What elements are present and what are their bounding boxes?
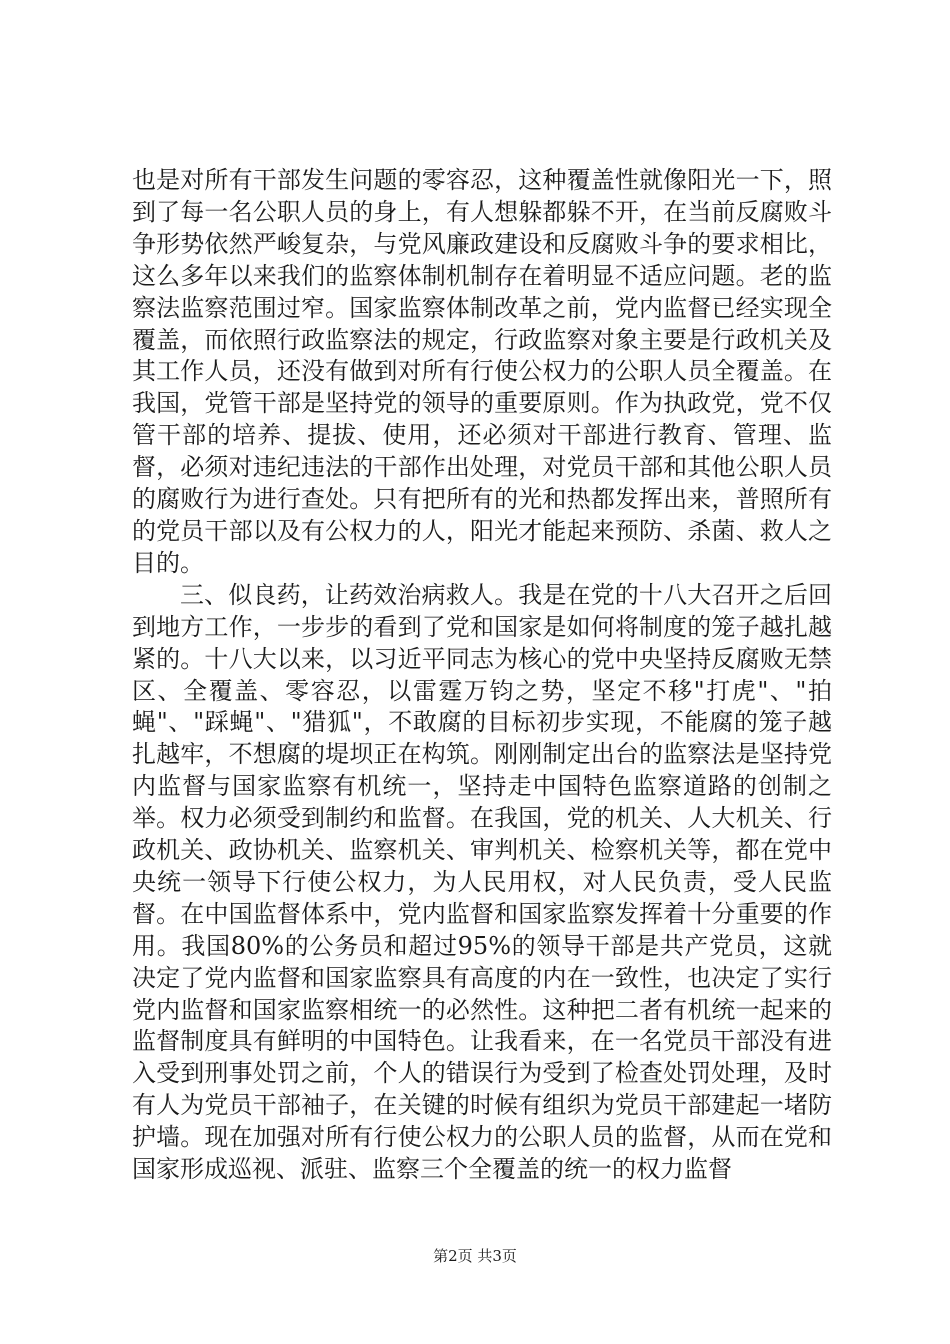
paragraph-continuation: 也是对所有干部发生问题的零容忍，这种覆盖性就像阳光一下，照到了每一名公职人员的身上，有人想躲都躲不开，在当前反腐败斗争形势依然严峻复杂，与党风廉政建设和反腐败斗争的要求相比，这么多年以来我们的监察体制机制存在着明显不适应问题。老的监察法监察范围过窄。国家监察体制改革之前，党内监督已经实现全覆盖，而依照行政监察法的规定，行政监察对象主要是行政机关及其工作人员，还没有做到对所有行使公权力的公职人员全覆盖。在我国，党管干部是坚持党的领导的重要原则。作为执政党，党不仅管干部的培养、提拔、使用，还必须对干部进行教育、管理、监督，必须对违纪违法的干部作出处理，对党员干部和其他公职人员的腐败行为进行查处。只有把所有的光和热都发挥出来，普照所有的党员干部以及有公权力的人，阳光才能起来预防、杀菌、救人之目的。 bbox=[132, 166, 832, 577]
paragraph-section-three: 三、似良药，让药效治病救人。我是在党的十八大召开之后回到地方工作，一步步的看到了党和国家是如何将制度的笼子越扎越紧的。十八大以来，以习近平同志为核心的党中央坚持反腐败无禁区、全覆盖、零容忍，以雷霆万钧之势，坚定不移"打虎"、"拍蝇"、"踩蝇"、"猎狐"，不敢腐的目标初步实现，不能腐的笼子越扎越牢，不想腐的堤坝正在构筑。刚刚制定出台的监察法是坚持党内监督与国家监察有机统一，坚持走中国特色监察道路的创制之举。权力必须受到制约和监督。在我国，党的机关、人大机关、行政机关、政协机关、监察机关、审判机关、检察机关等，都在党中央统一领导下行使公权力，为人民用权，对人民负责，受人民监督。在中国监督体系中，党内监督和国家监察发挥着十分重要的作用。我国80%的公务员和超过95%的领导干部是共产党员，这就决定了党内监督和国家监察具有高度的内在一致性，也决定了实行党内监督和国家监察相统一的必然性。这种把二者有机统一起来的监督制度具有鲜明的中国特色。让我看来，在一名党员干部没有进入受到刑事处罚之前，个人的错误行为受到了检查处罚处理，及时有人为党员干部袖子，在关键的时候有组织为党员干部建起一堵防护墙。现在加强对所有行使公权力的公职人员的监督，从而在党和国家形成巡视、派驻、监察三个全覆盖的统一的权力监督 bbox=[132, 580, 832, 1184]
page-number-footer: 第2页 共3页 bbox=[433, 1247, 517, 1265]
body-text bbox=[132, 165, 832, 1186]
